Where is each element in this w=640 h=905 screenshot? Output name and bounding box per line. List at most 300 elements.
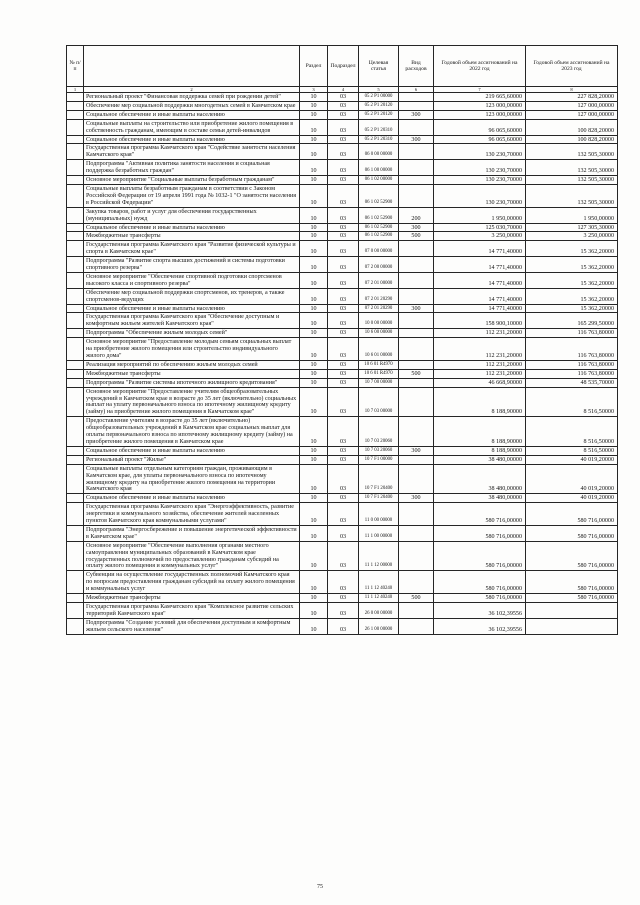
table-row — [67, 329, 618, 338]
row-csr-cell: 10 7 F1 20400 — [359, 464, 399, 494]
row-num-cell — [67, 387, 84, 417]
row-num-cell — [67, 603, 84, 619]
row-name-cell: Межбюджетные трансферты — [84, 594, 300, 603]
row-2023-cell: 127 000,00000 — [526, 110, 618, 119]
row-csr-cell: 10 6 01 00000 — [359, 338, 399, 361]
table-row — [67, 503, 618, 526]
row-vr-cell — [399, 378, 434, 387]
row-csr-cell: 06 0 00 00000 — [359, 144, 399, 160]
row-vr-cell — [399, 417, 434, 447]
row-2023-cell: 132 505,30000 — [526, 176, 618, 185]
row-vr-cell — [399, 464, 434, 494]
row-csr-cell: 10 6 00 00000 — [359, 329, 399, 338]
row-num-cell — [67, 176, 84, 185]
row-2023-cell: 580 716,00000 — [526, 525, 618, 541]
row-podrazdel-cell: 03 — [328, 176, 359, 185]
row-num-cell — [67, 288, 84, 304]
row-csr-cell: 10 7 03 00000 — [359, 387, 399, 417]
row-2023-cell: 15 362,20000 — [526, 304, 618, 313]
row-vr-cell: 300 — [399, 135, 434, 144]
row-name-cell: Социальные выплаты безработным гражданам в соответствии с Законом Российской Федерации от 19 апреля 1991 года № 1032-1 "О занятости населения в Российской Федерации" — [84, 184, 300, 207]
row-csr-cell: 06 1 02 52900 — [359, 232, 399, 241]
row-razdel-cell: 10 — [300, 329, 328, 338]
row-num-cell — [67, 360, 84, 369]
table-row — [67, 272, 618, 288]
row-razdel-cell: 10 — [300, 93, 328, 102]
row-vr-cell — [399, 93, 434, 102]
row-num-cell — [67, 378, 84, 387]
row-num-cell — [67, 101, 84, 110]
row-podrazdel-cell: 03 — [328, 571, 359, 594]
row-podrazdel-cell: 03 — [328, 603, 359, 619]
row-podrazdel-cell: 03 — [328, 541, 359, 571]
row-razdel-cell: 10 — [300, 494, 328, 503]
row-2023-cell: 15 362,20000 — [526, 257, 618, 273]
row-podrazdel-cell: 03 — [328, 288, 359, 304]
row-2022-cell: 38 480,00000 — [434, 455, 526, 464]
row-podrazdel-cell: 03 — [328, 160, 359, 176]
header-2022: Годовой объем ассигнований на 2022 год — [434, 46, 526, 87]
row-name-cell: Подпрограмма "Обеспечение жильем молодых семей" — [84, 329, 300, 338]
table-row — [67, 101, 618, 110]
row-name-cell: Социальное обеспечение и иные выплаты населению — [84, 110, 300, 119]
row-podrazdel-cell: 03 — [328, 464, 359, 494]
row-2022-cell: 8 188,90000 — [434, 446, 526, 455]
row-razdel-cell: 10 — [300, 101, 328, 110]
row-podrazdel-cell: 03 — [328, 93, 359, 102]
row-name-cell: Социальные выплаты на строительство или приобретение жилого помещения в собственность гражданам, имеющим в составе семьи детей-инвалидов — [84, 119, 300, 135]
row-podrazdel-cell: 03 — [328, 378, 359, 387]
row-num-cell — [67, 446, 84, 455]
row-vr-cell — [399, 257, 434, 273]
table-row — [67, 378, 618, 387]
row-razdel-cell: 10 — [300, 603, 328, 619]
row-csr-cell: 11 1 12 00000 — [359, 541, 399, 571]
column-number-cell: 3 — [300, 87, 328, 93]
row-2023-cell: 48 535,70000 — [526, 378, 618, 387]
table-row — [67, 110, 618, 119]
table-row — [67, 338, 618, 361]
row-num-cell — [67, 304, 84, 313]
column-number-cell: 7 — [434, 87, 526, 93]
row-vr-cell — [399, 387, 434, 417]
row-2022-cell: 580 716,00000 — [434, 541, 526, 571]
table-row — [67, 525, 618, 541]
row-razdel-cell: 10 — [300, 313, 328, 329]
row-name-cell: Закупка товаров, работ и услуг для обеспечения государственных (муниципальных) нужд — [84, 207, 300, 223]
row-podrazdel-cell: 03 — [328, 446, 359, 455]
row-name-cell: Межбюджетные трансферты — [84, 369, 300, 378]
row-2022-cell: 112 231,20000 — [434, 369, 526, 378]
row-csr-cell: 10 7 F1 00000 — [359, 455, 399, 464]
row-num-cell — [67, 223, 84, 232]
row-csr-cell: 07 2 00 00000 — [359, 257, 399, 273]
row-num-cell — [67, 464, 84, 494]
row-razdel-cell: 10 — [300, 304, 328, 313]
row-2023-cell: 1 950,00000 — [526, 207, 618, 223]
row-name-cell: Региональный проект "Финансовая поддержка семей при рождении детей" — [84, 93, 300, 102]
budget-table — [66, 45, 618, 635]
row-vr-cell — [399, 360, 434, 369]
row-name-cell: Основное мероприятие "Предоставление учителям общеобразовательных учреждений в Камчатском крае в возрасте до 35 лет (включительно) социальных выплат на уплату первоначального взноса по ипотечному жилищному кредиту (займу) на приобретение жилого помещения в Камчатском крае" — [84, 387, 300, 417]
row-name-cell: Межбюджетные трансферты — [84, 232, 300, 241]
row-razdel-cell: 10 — [300, 288, 328, 304]
row-name-cell: Государственная программа Камчатского края "Комплексное развитие сельских территорий Камчатского края" — [84, 603, 300, 619]
row-razdel-cell: 10 — [300, 272, 328, 288]
header-podrazdel: Подраздел — [328, 46, 359, 87]
row-podrazdel-cell: 03 — [328, 232, 359, 241]
row-razdel-cell: 10 — [300, 417, 328, 447]
row-razdel-cell: 10 — [300, 207, 328, 223]
row-num-cell — [67, 119, 84, 135]
row-csr-cell: 10 7 03 20060 — [359, 446, 399, 455]
row-razdel-cell: 10 — [300, 618, 328, 634]
row-2022-cell: 96 065,60000 — [434, 119, 526, 135]
row-name-cell: Социальное обеспечение и иные выплаты населению — [84, 494, 300, 503]
row-razdel-cell: 10 — [300, 257, 328, 273]
row-razdel-cell: 10 — [300, 241, 328, 257]
row-razdel-cell: 10 — [300, 525, 328, 541]
row-csr-cell: 07 2 01 20290 — [359, 304, 399, 313]
row-2022-cell: 96 065,60000 — [434, 135, 526, 144]
row-csr-cell: 06 1 02 00000 — [359, 176, 399, 185]
row-num-cell — [67, 257, 84, 273]
row-razdel-cell: 10 — [300, 455, 328, 464]
table-row — [67, 241, 618, 257]
row-vr-cell — [399, 338, 434, 361]
row-razdel-cell: 10 — [300, 446, 328, 455]
table-row — [67, 93, 618, 102]
header-vr: Вид расходов — [399, 46, 434, 87]
row-razdel-cell: 10 — [300, 360, 328, 369]
row-podrazdel-cell: 03 — [328, 313, 359, 329]
row-num-cell — [67, 272, 84, 288]
row-vr-cell — [399, 176, 434, 185]
row-num-cell — [67, 241, 84, 257]
row-num-cell — [67, 594, 84, 603]
table-row — [67, 207, 618, 223]
row-name-cell: Реализация мероприятий по обеспечению жильем молодых семей — [84, 360, 300, 369]
row-2023-cell: 15 362,20000 — [526, 272, 618, 288]
row-razdel-cell: 10 — [300, 223, 328, 232]
row-2023-cell: 40 019,20000 — [526, 464, 618, 494]
row-2023-cell: 8 516,50000 — [526, 446, 618, 455]
row-2022-cell: 14 771,40000 — [434, 288, 526, 304]
row-razdel-cell: 10 — [300, 541, 328, 571]
row-name-cell: Социальные выплаты отдельным категориям граждан, проживающим в Камчатском крае, для уплаты первоначального взноса по ипотечному жилищному кредиту на приобретение жилого помещения на территории Камчатского края — [84, 464, 300, 494]
row-csr-cell: 11 0 00 00000 — [359, 503, 399, 526]
row-2023-cell — [526, 603, 618, 619]
row-razdel-cell: 10 — [300, 135, 328, 144]
row-num-cell — [67, 329, 84, 338]
row-2023-cell: 3 250,00000 — [526, 232, 618, 241]
row-podrazdel-cell: 03 — [328, 369, 359, 378]
row-2023-cell: 40 019,20000 — [526, 494, 618, 503]
row-csr-cell: 07 2 01 20290 — [359, 288, 399, 304]
row-razdel-cell: 10 — [300, 464, 328, 494]
row-podrazdel-cell: 03 — [328, 135, 359, 144]
row-2022-cell: 123 000,00000 — [434, 101, 526, 110]
row-name-cell: Государственная программа Камчатского края "Энергоэффективность, развитие энергетики и коммунального хозяйства, обеспечение жителей населенных пунктов Камчатского края коммунальными услугами" — [84, 503, 300, 526]
row-2022-cell: 112 231,20000 — [434, 360, 526, 369]
row-name-cell: Подпрограмма "Создание условий для обеспечения доступным и комфортным жильем сельского населения" — [84, 618, 300, 634]
row-num-cell — [67, 369, 84, 378]
row-vr-cell: 500 — [399, 594, 434, 603]
row-2022-cell: 123 000,00000 — [434, 110, 526, 119]
page-number: 75 — [317, 884, 323, 890]
row-2022-cell: 580 716,00000 — [434, 525, 526, 541]
column-number-cell: 8 — [526, 87, 618, 93]
row-num-cell — [67, 184, 84, 207]
row-name-cell: Социальное обеспечение и иные выплаты населению — [84, 223, 300, 232]
header-razdel: Раздел — [300, 46, 328, 87]
table-row — [67, 618, 618, 634]
row-num-cell — [67, 135, 84, 144]
row-csr-cell: 05 2 P1 20120 — [359, 101, 399, 110]
header-csr: Целевая статья — [359, 46, 399, 87]
row-2023-cell: 132 505,30000 — [526, 160, 618, 176]
row-name-cell: Основное мероприятие "Обеспечение выполнения органами местного самоуправления муниципальных образований в Камчатском крае государственных полномочий по предоставлению гражданам субсидий на оплату жилого помещения и коммунальных услуг" — [84, 541, 300, 571]
row-vr-cell — [399, 503, 434, 526]
table-header-row — [67, 46, 618, 87]
row-2022-cell: 130 230,70000 — [434, 176, 526, 185]
table-row — [67, 223, 618, 232]
row-2022-cell: 580 716,00000 — [434, 594, 526, 603]
table-row — [67, 176, 618, 185]
row-csr-cell: 06 1 02 52900 — [359, 223, 399, 232]
row-podrazdel-cell: 03 — [328, 207, 359, 223]
row-csr-cell: 05 2 P1 20310 — [359, 135, 399, 144]
row-csr-cell: 05 2 P1 00000 — [359, 93, 399, 102]
row-vr-cell: 500 — [399, 232, 434, 241]
table-row — [67, 541, 618, 571]
row-2023-cell: 580 716,00000 — [526, 594, 618, 603]
table-row — [67, 571, 618, 594]
row-2023-cell: 580 716,00000 — [526, 571, 618, 594]
row-vr-cell — [399, 525, 434, 541]
row-2022-cell: 38 480,00000 — [434, 464, 526, 494]
row-2022-cell: 130 230,70000 — [434, 144, 526, 160]
row-name-cell: Региональный проект "Жилье" — [84, 455, 300, 464]
row-2022-cell: 36 102,39556 — [434, 618, 526, 634]
row-2023-cell: 116 763,80000 — [526, 369, 618, 378]
row-razdel-cell: 10 — [300, 184, 328, 207]
row-num-cell — [67, 232, 84, 241]
row-podrazdel-cell: 03 — [328, 184, 359, 207]
row-name-cell: Государственная программа Камчатского края "Содействие занятости населения Камчатского края" — [84, 144, 300, 160]
row-name-cell: Основное мероприятие "Обеспечение спортивной подготовки спортсменов высокого класса и спортивного резерва" — [84, 272, 300, 288]
row-csr-cell: 06 1 02 52900 — [359, 207, 399, 223]
table-row — [67, 304, 618, 313]
table-row — [67, 387, 618, 417]
row-podrazdel-cell: 03 — [328, 417, 359, 447]
row-vr-cell — [399, 571, 434, 594]
row-name-cell: Основное мероприятие "Социальные выплаты безработным гражданам" — [84, 176, 300, 185]
row-csr-cell: 11 1 12 40240 — [359, 571, 399, 594]
row-num-cell — [67, 144, 84, 160]
table-row — [67, 446, 618, 455]
table-row — [67, 257, 618, 273]
row-vr-cell — [399, 101, 434, 110]
row-2022-cell: 46 668,90000 — [434, 378, 526, 387]
row-podrazdel-cell: 03 — [328, 618, 359, 634]
row-podrazdel-cell: 03 — [328, 241, 359, 257]
row-podrazdel-cell: 03 — [328, 119, 359, 135]
row-2023-cell: 100 828,20000 — [526, 119, 618, 135]
row-csr-cell: 10 0 00 00000 — [359, 313, 399, 329]
row-2022-cell: 130 230,70000 — [434, 160, 526, 176]
row-2023-cell: 40 019,20000 — [526, 455, 618, 464]
row-csr-cell: 10 7 03 20060 — [359, 417, 399, 447]
row-vr-cell — [399, 313, 434, 329]
table-row — [67, 232, 618, 241]
row-name-cell: Социальное обеспечение и иные выплаты населению — [84, 135, 300, 144]
row-2023-cell: 132 505,30000 — [526, 184, 618, 207]
row-vr-cell: 300 — [399, 110, 434, 119]
row-podrazdel-cell: 03 — [328, 594, 359, 603]
row-vr-cell — [399, 618, 434, 634]
row-vr-cell — [399, 541, 434, 571]
header-2023: Годовой объем ассигнований на 2023 год — [526, 46, 618, 87]
row-razdel-cell: 10 — [300, 571, 328, 594]
row-podrazdel-cell: 03 — [328, 144, 359, 160]
row-podrazdel-cell: 03 — [328, 338, 359, 361]
table-row — [67, 288, 618, 304]
row-csr-cell: 10 6 01 R4970 — [359, 360, 399, 369]
row-2023-cell: 100 828,20000 — [526, 135, 618, 144]
row-2023-cell — [526, 618, 618, 634]
row-csr-cell: 26 1 00 00000 — [359, 618, 399, 634]
row-2023-cell: 15 362,20000 — [526, 241, 618, 257]
row-podrazdel-cell: 03 — [328, 101, 359, 110]
row-num-cell — [67, 455, 84, 464]
row-2022-cell: 130 230,70000 — [434, 184, 526, 207]
row-2022-cell: 14 771,40000 — [434, 257, 526, 273]
row-csr-cell: 10 7 F1 20400 — [359, 494, 399, 503]
row-num-cell — [67, 525, 84, 541]
row-vr-cell — [399, 288, 434, 304]
table-row — [67, 135, 618, 144]
column-number-cell: 1 — [67, 87, 84, 93]
row-vr-cell — [399, 241, 434, 257]
row-csr-cell: 06 1 02 52900 — [359, 184, 399, 207]
table-row — [67, 455, 618, 464]
row-csr-cell: 11 1 00 00000 — [359, 525, 399, 541]
table-row — [67, 144, 618, 160]
row-2022-cell: 3 250,00000 — [434, 232, 526, 241]
table-row — [67, 369, 618, 378]
row-name-cell: Предоставление учителям в возрасте до 35 лет (включительно) общеобразовательных учреждений в Камчатском крае социальных выплат для оплаты первоначального взноса по ипотечному жилищному кредиту (займу) на приобретение жилого помещения в Камчатском крае — [84, 417, 300, 447]
row-2022-cell: 14 771,40000 — [434, 241, 526, 257]
row-2023-cell: 116 763,80000 — [526, 360, 618, 369]
row-csr-cell: 10 7 00 00000 — [359, 378, 399, 387]
row-podrazdel-cell: 03 — [328, 257, 359, 273]
column-number-cell: 6 — [399, 87, 434, 93]
row-podrazdel-cell: 03 — [328, 494, 359, 503]
table-row — [67, 464, 618, 494]
row-razdel-cell: 10 — [300, 232, 328, 241]
row-razdel-cell: 10 — [300, 160, 328, 176]
row-num-cell — [67, 93, 84, 102]
row-razdel-cell: 10 — [300, 594, 328, 603]
row-razdel-cell: 10 — [300, 503, 328, 526]
row-2023-cell: 227 828,20000 — [526, 93, 618, 102]
column-number-cell: 2 — [84, 87, 300, 93]
row-vr-cell — [399, 455, 434, 464]
row-2022-cell: 158 900,10000 — [434, 313, 526, 329]
table-row — [67, 119, 618, 135]
row-2022-cell: 580 716,00000 — [434, 571, 526, 594]
row-2022-cell: 14 771,40000 — [434, 304, 526, 313]
row-podrazdel-cell: 03 — [328, 360, 359, 369]
row-2022-cell: 38 480,00000 — [434, 494, 526, 503]
row-2023-cell: 15 362,20000 — [526, 288, 618, 304]
row-2023-cell: 127 305,30000 — [526, 223, 618, 232]
row-vr-cell: 500 — [399, 369, 434, 378]
row-vr-cell — [399, 144, 434, 160]
row-podrazdel-cell: 03 — [328, 503, 359, 526]
row-podrazdel-cell: 03 — [328, 304, 359, 313]
row-2023-cell: 165 299,50000 — [526, 313, 618, 329]
row-name-cell: Социальное обеспечение и иные выплаты населению — [84, 446, 300, 455]
row-razdel-cell: 10 — [300, 378, 328, 387]
row-vr-cell: 300 — [399, 223, 434, 232]
row-num-cell — [67, 494, 84, 503]
table-row — [67, 594, 618, 603]
table-row — [67, 360, 618, 369]
row-razdel-cell: 10 — [300, 387, 328, 417]
column-number-cell: 5 — [359, 87, 399, 93]
table-body — [67, 93, 618, 635]
row-csr-cell: 07 0 00 00000 — [359, 241, 399, 257]
row-podrazdel-cell: 03 — [328, 455, 359, 464]
row-csr-cell: 05 2 P1 20310 — [359, 119, 399, 135]
header-num: № п/п — [67, 46, 84, 87]
row-csr-cell: 26 0 00 00000 — [359, 603, 399, 619]
row-num-cell — [67, 417, 84, 447]
row-name-cell: Подпрограмма "Развитие спорта высших достижений и системы подготовки спортивного резерва" — [84, 257, 300, 273]
row-name-cell: Социальное обеспечение и иные выплаты населению — [84, 304, 300, 313]
row-razdel-cell: 10 — [300, 338, 328, 361]
row-2022-cell: 219 665,60000 — [434, 93, 526, 102]
row-csr-cell: 05 2 P1 20120 — [359, 110, 399, 119]
row-2022-cell: 36 102,39556 — [434, 603, 526, 619]
table-row — [67, 603, 618, 619]
row-name-cell: Государственная программа Камчатского края "Развитие физической культуры и спорта в Камчатском крае" — [84, 241, 300, 257]
row-podrazdel-cell: 03 — [328, 272, 359, 288]
row-name-cell: Подпрограмма "Энергосбережение и повышение энергетической эффективности в Камчатском крае" — [84, 525, 300, 541]
row-2023-cell: 127 000,00000 — [526, 101, 618, 110]
row-vr-cell: 300 — [399, 304, 434, 313]
row-csr-cell: 07 2 01 00000 — [359, 272, 399, 288]
row-razdel-cell: 10 — [300, 110, 328, 119]
row-num-cell — [67, 313, 84, 329]
row-2023-cell: 116 763,80000 — [526, 329, 618, 338]
row-2022-cell: 8 188,90000 — [434, 417, 526, 447]
row-vr-cell — [399, 160, 434, 176]
row-name-cell: Подпрограмма "Активная политика занятости населения и социальная поддержка безработных граждан" — [84, 160, 300, 176]
table-row — [67, 160, 618, 176]
row-vr-cell — [399, 272, 434, 288]
row-2022-cell: 1 950,00000 — [434, 207, 526, 223]
row-2023-cell: 580 716,00000 — [526, 541, 618, 571]
row-2022-cell: 112 231,20000 — [434, 329, 526, 338]
row-vr-cell — [399, 184, 434, 207]
row-name-cell: Обеспечение мер социальной поддержки многодетных семей в Камчатском крае — [84, 101, 300, 110]
row-2023-cell: 580 716,00000 — [526, 503, 618, 526]
row-vr-cell: 200 — [399, 207, 434, 223]
row-num-cell — [67, 160, 84, 176]
